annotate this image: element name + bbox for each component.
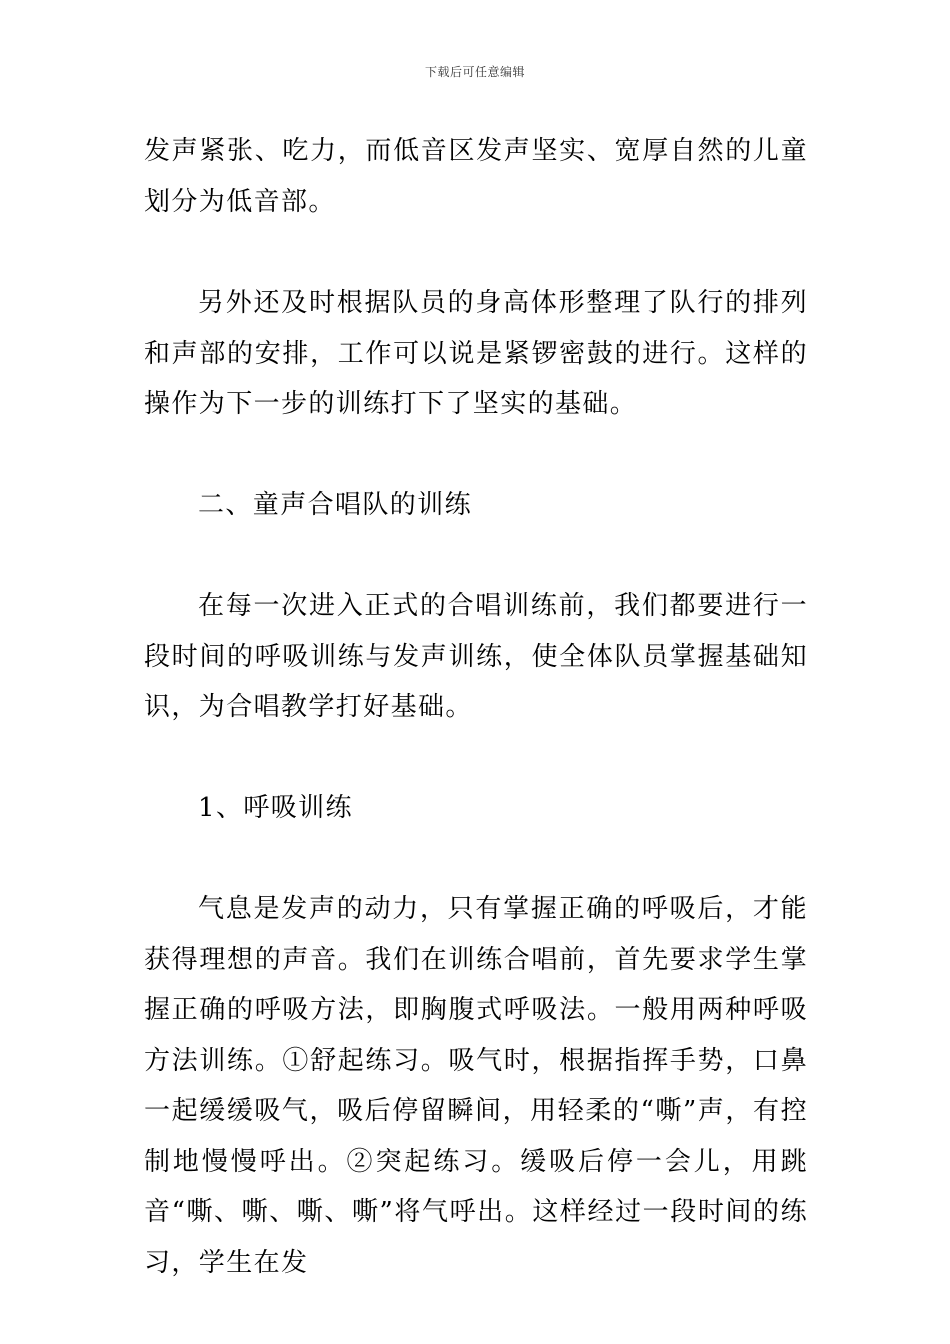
subsection-heading-text: 1、呼吸训练 (198, 793, 353, 823)
paragraph-arrangement (144, 278, 808, 430)
paragraph-text: 发声紧张、吃力，而低音区发声坚实、宽厚自然的儿童划分为低音部。 (144, 136, 808, 217)
paragraph-text: 在每一次进入正式的合唱训练前，我们都要进行一段时间的呼吸训练与发声训练，使全体队员掌握基础知识，为合唱教学打好基础。 (144, 591, 808, 722)
paragraph-continuation (144, 126, 808, 227)
paragraph-text: 气息是发声的动力，只有掌握正确的呼吸后，才能获得理想的声音。我们在训练合唱前，首先要求学生掌握正确的呼吸方法，即胸腹式呼吸法。一般用两种呼吸方法训练。①舒起练习。吸气时，根据指挥手势，口鼻一起缓缓吸气，吸后停留瞬间，用轻柔的“嘶”声，有控制地慢慢呼出。②突起练习。缓吸后停一会儿，用跳音“嘶、嘶、嘶、嘶”将气呼出。这样经过一段时间的练习，学生在发 (144, 894, 808, 1278)
paragraph-breathing (144, 884, 808, 1288)
section-heading-text: 二、童声合唱队的训练 (198, 490, 473, 520)
page-header-note: 下载后可任意编辑 (424, 65, 525, 79)
paragraph-text: 另外还及时根据队员的身高体形整理了队行的排列和声部的安排，工作可以说是紧锣密鼓的进行。这样的操作为下一步的训练打下了坚实的基础。 (144, 288, 808, 419)
section-heading-training (144, 480, 808, 531)
subsection-heading-breathing (144, 783, 808, 834)
paragraph-training-intro (144, 581, 808, 733)
